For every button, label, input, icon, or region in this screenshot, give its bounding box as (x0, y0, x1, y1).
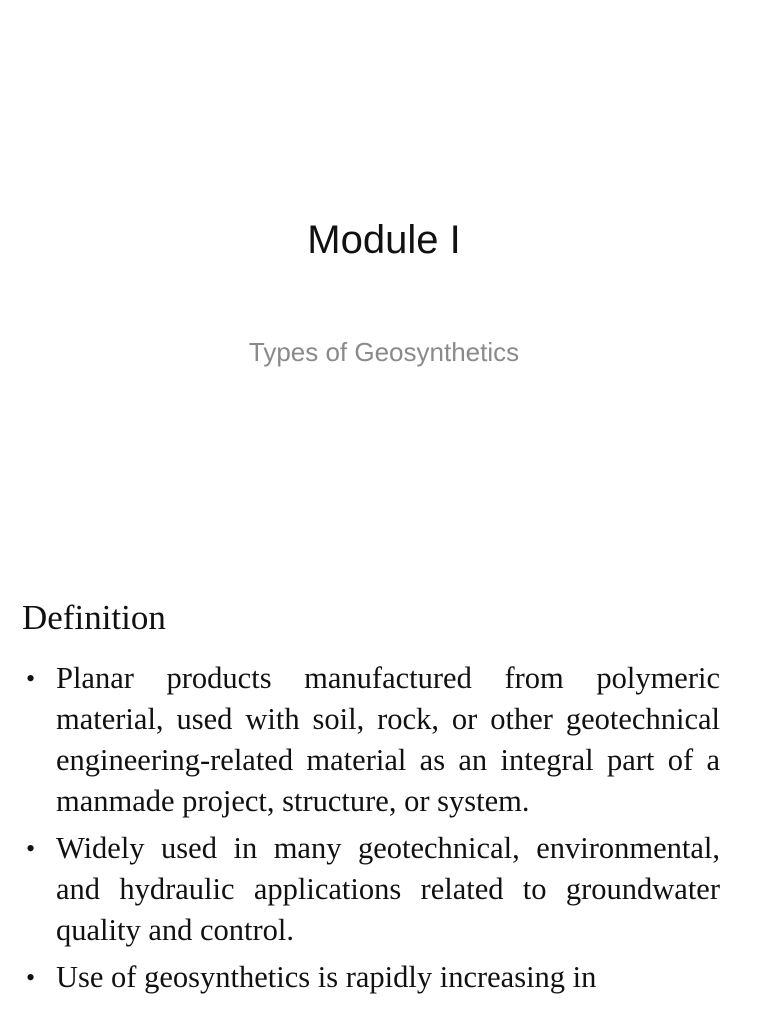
bullet-text: Widely used in many geotechnical, environmental, and hydraulic applications related to groundwater quality and control. (56, 831, 720, 947)
bullet-dot-icon: • (26, 664, 36, 693)
definition-heading: Definition (22, 598, 166, 637)
bullet-dot-icon: • (26, 963, 36, 992)
slide-subtitle: Types of Geosynthetics (248, 337, 520, 367)
bullet-item (22, 828, 720, 951)
bullet-item (22, 957, 720, 998)
bullet-text: Planar products manufactured from polymeric material, used with soil, rock, or other geotechnical engineering-related material as an integral part of a manmade project, structure, or system. (56, 661, 720, 818)
definition-bullet-list (22, 658, 720, 1004)
slide-title: Module I (307, 218, 461, 262)
bullet-item (22, 658, 720, 822)
bullet-dot-icon: • (26, 834, 36, 863)
bullet-text: Use of geosynthetics is rapidly increasing in (56, 960, 597, 994)
